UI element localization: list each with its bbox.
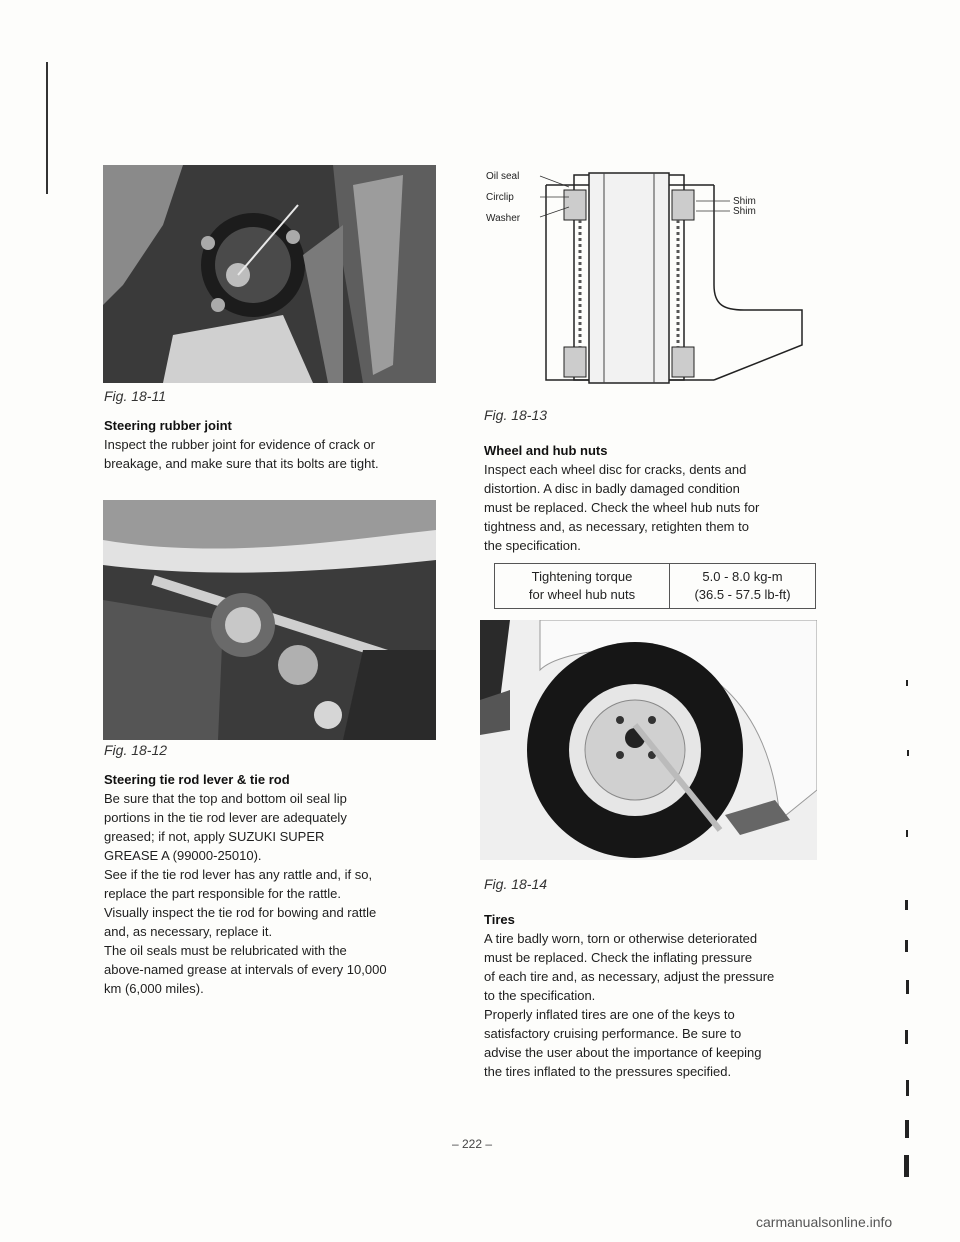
figure-caption: Fig. 18-11 [104, 388, 166, 404]
label-shim: Shim [733, 196, 756, 207]
scan-edge-marks [898, 500, 918, 1200]
photo-steering-rubber-joint [103, 165, 436, 383]
section-body: Be sure that the top and bottom oil seal lip portions in the tie rod lever are adequately greased; if not, apply SUZUKI SUPER GREASE A (99000-25010). See if the tie rod lever has any rattle and, if so, replace the part responsible for the rattle. Visually inspect the tie rod for bowing and rattle and, as necessary, replace it. The oil seals must be relubricated with the above-named grease at intervals of every 10,000 km (6,000 miles). [104, 791, 387, 996]
section-heading: Tires [484, 912, 515, 927]
figure-caption: Fig. 18-13 [484, 407, 548, 423]
label-oil-seal: Oil seal [486, 171, 520, 182]
section-body: A tire badly worn, torn or otherwise deteriorated must be replaced. Check the inflating pressure of each tire and, as necessary, adjust the pressure to the specification. Properly inflated tires are one of the keys to satisfactory cruising performance. Be sure to advise the user about the importance of keeping the tires inflated to the pressures specified. [484, 931, 775, 1079]
section-heading: Steering rubber joint [104, 418, 232, 433]
section-wheel-hub-nuts [484, 443, 818, 555]
torque-value-cell: 5.0 - 8.0 kg-m (36.5 - 57.5 lb-ft) [670, 564, 816, 609]
watermark: carmanualsonline.info [756, 1214, 893, 1230]
label-shim: Shim [733, 206, 756, 217]
label-washer: Washer [486, 213, 521, 224]
photo-tie-rod [103, 500, 436, 740]
section-tires [484, 912, 818, 1081]
section-heading: Wheel and hub nuts [484, 443, 608, 458]
label-circlip: Circlip [486, 192, 514, 203]
figure-caption: Fig. 18-14 [484, 876, 548, 892]
section-heading: Steering tie rod lever & tie rod [104, 772, 290, 787]
page-number: – 222 – [452, 1137, 493, 1151]
torque-spec-table [494, 563, 816, 609]
diagram-hub-bearing [484, 165, 814, 390]
section-tie-rod [104, 772, 436, 998]
binding-mark [46, 62, 48, 194]
photo-wheel-hub-nuts [480, 620, 817, 860]
figure-caption: Fig. 18-12 [104, 742, 168, 758]
torque-label-cell: Tightening torque for wheel hub nuts [495, 564, 670, 609]
section-steering-rubber-joint [104, 418, 436, 473]
section-body: Inspect each wheel disc for cracks, dents and distortion. A disc in badly damaged condition must be replaced. Check the wheel hub nuts for tightness and, as necessary, retighten them to the specification. [484, 462, 760, 553]
section-body: Inspect the rubber joint for evidence of crack or breakage, and make sure that its bolts are tight. [104, 437, 379, 471]
